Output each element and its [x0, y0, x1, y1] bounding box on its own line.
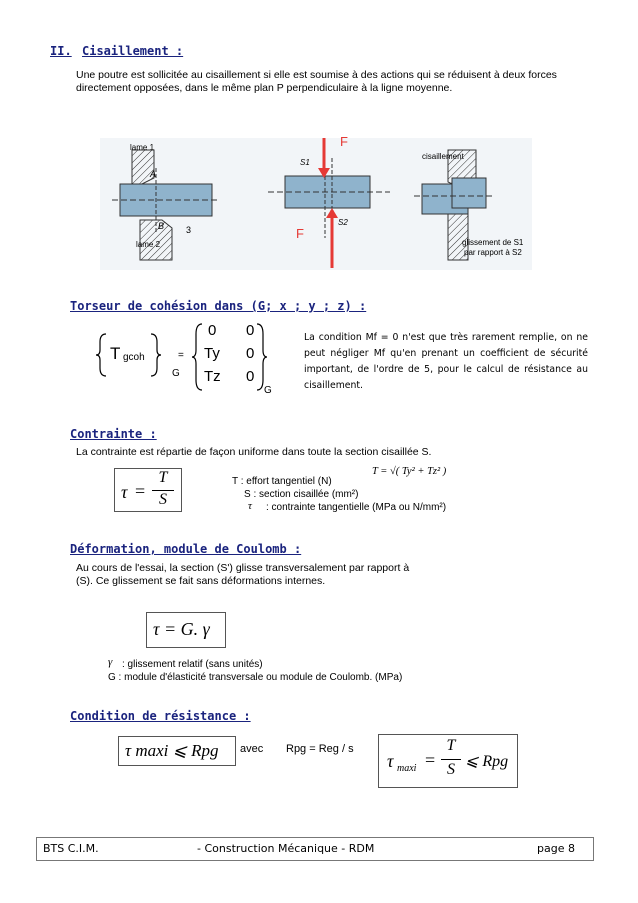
deformation-def-gamma: : glissement relatif (sans unités): [122, 659, 263, 670]
condition-rpg: Rpg = Reg / s: [286, 743, 354, 755]
label-glissement-2: par rapport à S2: [464, 248, 522, 257]
torseur-T: T: [110, 344, 121, 363]
condition-num: T: [446, 737, 456, 754]
condition-fraction-bar: [441, 759, 461, 760]
torseur-m21: Ty: [204, 345, 220, 362]
contrainte-text: La contrainte est répartie de façon uniforme dans toute la section cisaillée S.: [76, 446, 432, 458]
footer-right: page 8: [537, 842, 575, 855]
label-lame2: lame 2: [136, 240, 161, 249]
torseur-m22: 0: [246, 345, 255, 362]
deformation-def-G: G : module d'élasticité transversale ou module de Coulomb. (MPa): [108, 672, 403, 683]
label-lame1: lame 1: [130, 143, 155, 152]
torseur-G-left: G: [172, 368, 180, 379]
torseur-title: Torseur de cohésion dans (G; x ; y ; z) :: [70, 299, 367, 313]
contrainte-num: T: [158, 469, 168, 486]
deformation-title: Déformation, module de Coulomb :: [70, 542, 302, 556]
condition-den: S: [447, 761, 455, 778]
deformation-formula: τ = G. γ: [153, 619, 210, 639]
condition-title: Condition de résistance :: [70, 709, 251, 723]
condition-tau: τ: [387, 751, 394, 771]
torseur-T-sub: gcoh: [123, 352, 145, 363]
torseur-expression: [94, 322, 294, 398]
contrainte-def-S: S : section cisaillée (mm²): [244, 489, 359, 500]
section-intro: Une poutre est sollicitée au cisaillement si elle est soumise à des actions qui se réduisent à deux forces directement opposées, dans le même plan P perpendiculaire à la ligne moyenne.: [76, 69, 557, 94]
torseur-equals: =: [178, 350, 184, 361]
page-footer: [36, 837, 594, 861]
contrainte-def-T: T : effort tangentiel (N): [232, 476, 332, 487]
label-B: B: [158, 221, 165, 231]
condition-formula2-box: [378, 734, 518, 788]
condition-formula1: τ maxi ⩽ Rpg: [125, 741, 219, 760]
contrainte-den: S: [159, 491, 167, 508]
brace-right-1: [149, 332, 163, 378]
deformation-formula-box: [146, 612, 226, 648]
label-cisaillement: cisaillement: [422, 152, 464, 161]
contrainte-formula-box: [114, 468, 182, 512]
torseur-m11: 0: [208, 322, 217, 339]
section-number: II.: [50, 44, 72, 58]
contrainte-title: Contrainte :: [70, 427, 157, 441]
contrainte-eq: =: [135, 481, 146, 501]
torseur-m32: 0: [246, 368, 255, 385]
shear-figure: [100, 134, 532, 270]
condition-tau-sub: maxi: [397, 763, 417, 774]
beam-3-right: [452, 178, 486, 208]
condition-formula-box: [118, 736, 236, 766]
label-A: A: [150, 169, 157, 179]
torseur-G-right: G: [264, 385, 272, 396]
label-force-bottom: F: [296, 226, 304, 241]
contrainte-def-tau-sym: τ: [248, 500, 252, 512]
condition-le-rpg: ⩽ Rpg: [465, 753, 509, 770]
torseur-note: La condition Mf = 0 n'est que très rarement remplie, on ne peut négliger Mf qu'en prenant un coefficient de sécurité important, de l'ordre de 5, pour le calcul de résistance au cisaillement.: [304, 332, 588, 391]
condition-eq: =: [425, 750, 436, 770]
contrainte-def-tau: : contrainte tangentielle (MPa ou N/mm²): [266, 502, 447, 513]
section-title: Cisaillement :: [82, 44, 184, 58]
label-3: 3: [186, 225, 192, 235]
footer-center: - Construction Mécanique - RDM: [197, 842, 375, 855]
torseur-m12: 0: [246, 322, 255, 339]
contrainte-tau: τ: [121, 482, 128, 502]
footer-left: BTS C.I.M.: [43, 842, 99, 855]
label-S2: S2: [338, 218, 348, 227]
brace-left-2: [190, 322, 204, 392]
deformation-gamma-sym: γ: [108, 656, 113, 668]
condition-avec: avec: [240, 743, 264, 755]
deformation-text: Au cours de l'essai, la section (S') glisse transversalement par rapport à (S). Ce glissement se fait sans déformations internes.: [76, 562, 410, 587]
brace-right-2: [255, 322, 269, 392]
label-force-top: F: [340, 134, 348, 149]
label-glissement-1: glissement de S1: [462, 238, 524, 247]
torseur-m31: Tz: [204, 368, 221, 385]
label-S1: S1: [300, 158, 310, 167]
contrainte-formula-T: T = √( Ty² + Tz² ): [372, 466, 447, 477]
